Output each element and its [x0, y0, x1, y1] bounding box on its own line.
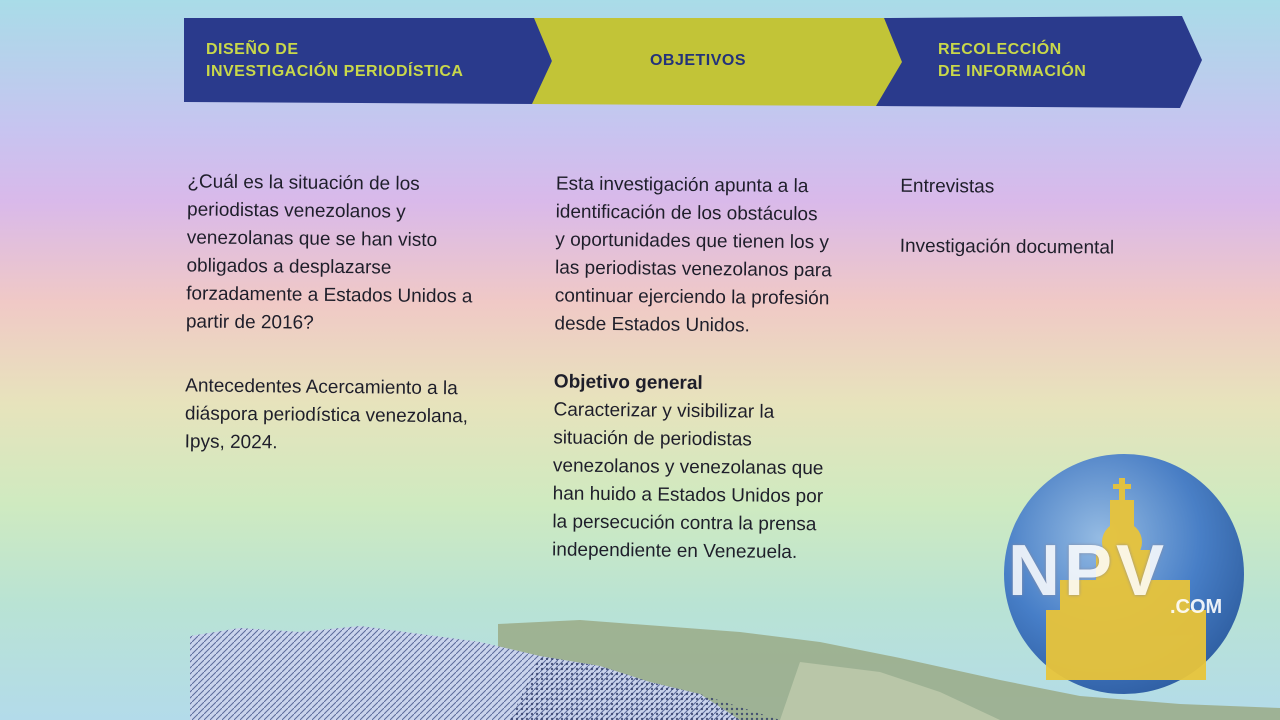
general-objective-text: Caracterizar y visibilizar la situación de periodistas venezolanos y venezolanas que han huido a Estados Unidos por la persecución contra la prensa independiente en Venezuela. [551, 399, 824, 563]
column-data-collection [900, 173, 1201, 264]
method-item-documentary: Investigación documental [899, 235, 1115, 259]
method-item-interviews: Entrevistas [900, 175, 995, 198]
header-step-objectives [532, 16, 904, 106]
watermark-text: NPV [1008, 531, 1169, 611]
research-question: ¿Cuál es la situación de los periodistas venezolanos y venezolanas que se han visto obligados a desplazarse forzadamente a Estados Unidos a partir de 2016? [185, 171, 473, 334]
header-step-collection [876, 16, 1202, 106]
header-step-design [184, 16, 552, 106]
header-step-design-label: DISEÑO DE INVESTIGACIÓN PERIODÍSTICA [206, 41, 464, 80]
header-step-objectives-label: OBJETIVOS [649, 52, 747, 69]
antecedentes-text: Antecedentes Acercamiento a la diáspora periodística venezolana, Ipys, 2024. [184, 375, 469, 454]
column-objectives [552, 170, 856, 567]
objectives-intro: Esta investigación apunta a la identificación de los obstáculos y oportunidades que tienen los y las periodistas venezolanos para continuar ejerciendo la profesión desde Estados Unidos. [554, 173, 832, 337]
watermark-suffix: .COM [1170, 596, 1223, 618]
general-objective-title: Objetivo general [553, 371, 703, 394]
header-step-collection-label: RECOLECCIÓN DE INFORMACIÓN [938, 41, 1087, 80]
column-research-design [185, 168, 498, 459]
